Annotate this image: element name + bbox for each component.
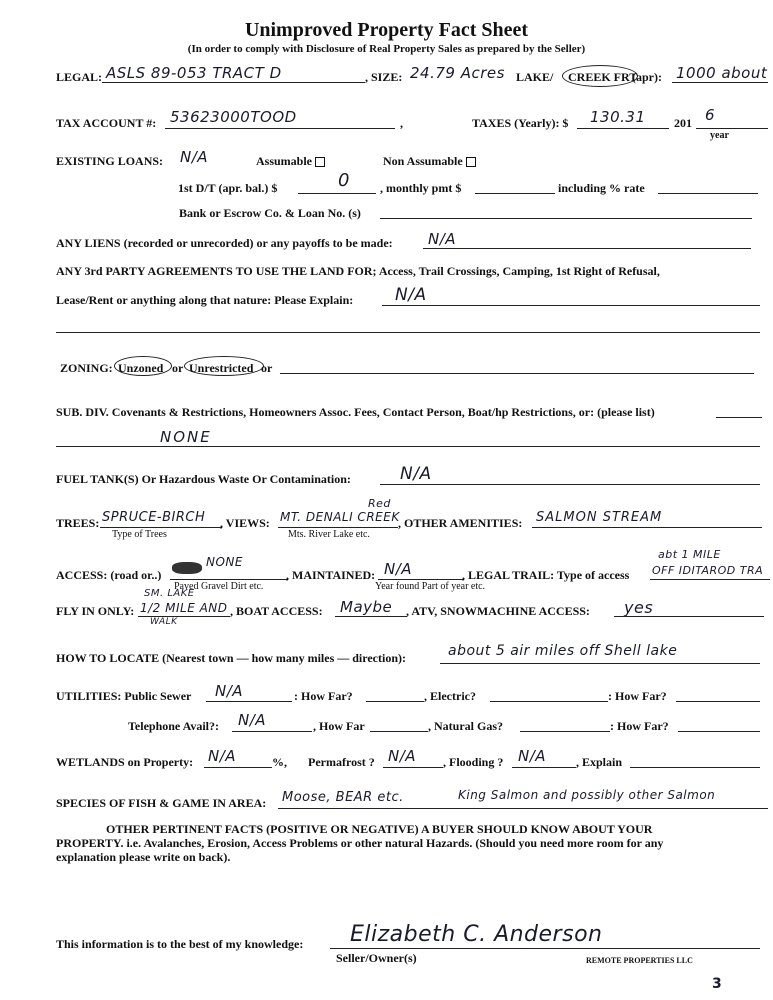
views-line (278, 527, 398, 528)
species-value[interactable]: Moose, BEAR etc. (282, 790, 404, 805)
knowledge-statement: This information is to the best of my knowledge: (56, 937, 304, 951)
loans-value[interactable]: N/A (180, 148, 209, 166)
legal-value[interactable]: ASLS 89-053 TRACT D (106, 64, 282, 82)
page-title: Unimproved Property Fact Sheet (244, 19, 529, 41)
non-assumable-label: Non Assumable (383, 154, 476, 168)
signature-line (330, 948, 760, 949)
frontage-line (672, 82, 768, 83)
liens-label: ANY LIENS (recorded or unrecorded) or any payoffs to be made: (56, 236, 393, 250)
permafrost-label: Permafrost ? (308, 755, 375, 769)
views-label: , VIEWS: (220, 516, 270, 530)
sewer-line (206, 701, 292, 702)
maintained-line (378, 579, 464, 580)
utilities-label: UTILITIES: Public Sewer (56, 689, 192, 703)
phone-howfar-line (370, 731, 428, 732)
agreements-label-2: Lease/Rent or anything along that nature: Please Explain: (56, 293, 354, 307)
gas-label: , Natural Gas? (428, 719, 503, 733)
year-value[interactable]: 6 (705, 106, 716, 124)
access-scribble (172, 562, 202, 574)
wetlands-value[interactable]: N/A (208, 747, 237, 765)
taxes-label: TAXES (Yearly): $ (472, 116, 569, 130)
zoning-label: ZONING: (60, 361, 113, 375)
taxes-line (577, 128, 669, 129)
wetlands-label: WETLANDS on Property: (56, 755, 194, 769)
tax-label: TAX ACCOUNT #: (56, 116, 157, 130)
year-line (696, 128, 768, 129)
trees-line (100, 527, 222, 528)
subdiv-line (56, 446, 760, 447)
flooding-label: , Flooding ? (443, 755, 504, 769)
assumable-label: Assumable (256, 154, 325, 168)
fly-note-bottom: WALK (150, 617, 178, 627)
tax-value[interactable]: 53623000TOOD (170, 108, 297, 126)
monthly-line (475, 193, 555, 194)
fuel-value[interactable]: N/A (400, 464, 432, 484)
tax-comma: , (400, 116, 403, 130)
year-caption: year (710, 130, 729, 141)
wetlands-pct: %, (272, 755, 287, 769)
phone-label: Telephone Avail?: (128, 719, 220, 733)
species-line (278, 808, 768, 809)
gas-line (520, 731, 610, 732)
views-value[interactable]: MT. DENALI CREEK (280, 510, 400, 524)
sewer-howfar-line (366, 701, 424, 702)
dt-line (298, 193, 376, 194)
amenities-label: , OTHER AMENITIES: (398, 516, 523, 530)
locate-line (440, 663, 760, 664)
locate-value[interactable]: about 5 air miles off Shell lake (448, 643, 678, 659)
unzoned-option[interactable]: Unzoned (118, 361, 164, 375)
legal-line (102, 82, 365, 83)
phone-value[interactable]: N/A (238, 711, 267, 729)
boat-value[interactable]: Maybe (340, 598, 393, 616)
access-value[interactable]: NONE (206, 555, 243, 569)
dt-value[interactable]: 0 (338, 170, 350, 191)
fly-value[interactable]: 1/2 MILE AND (140, 601, 228, 615)
boat-label: , BOAT ACCESS: (230, 604, 323, 618)
locate-label: HOW TO LOCATE (Nearest town — how many miles — direction): (56, 651, 407, 665)
electric-howfar: : How Far? (608, 689, 667, 703)
dt-label: 1st D/T (apr. bal.) $ (178, 181, 278, 195)
agreements-label: ANY 3rd PARTY AGREEMENTS TO USE THE LAND FOR; Access, Trail Crossings, Camping, 1st Right of Refusal, (56, 264, 660, 278)
page-number: 3 (712, 976, 723, 992)
trees-value[interactable]: SPRUCE-BIRCH (102, 510, 206, 525)
fly-label: FLY IN ONLY: (56, 604, 135, 618)
company-name: REMOTE PROPERTIES LLC (586, 956, 693, 965)
bank-line (380, 218, 752, 219)
size-label: , SIZE: (365, 70, 403, 84)
subdiv-label: SUB. DIV. Covenants & Restrictions, Homeowners Assoc. Fees, Contact Person, Boat/hp Restrictions, or: (please list) (56, 405, 655, 419)
wetlands-line (204, 767, 272, 768)
permafrost-line (383, 767, 443, 768)
seller-caption: Seller/Owner(s) (336, 951, 417, 965)
non-assumable-checkbox[interactable] (466, 157, 476, 167)
flooding-value[interactable]: N/A (518, 747, 547, 765)
other-line-2: PROPERTY. i.e. Avalanches, Erosion, Access Problems or other natural Hazards. (Should you need more room for any (56, 836, 664, 850)
trail-value[interactable]: OFF IDITAROD TRA (652, 564, 764, 577)
views-note: Red (368, 497, 391, 510)
apr-label: (apr): (632, 70, 662, 84)
liens-line (423, 248, 751, 249)
fly-line (138, 616, 230, 617)
owner-signature[interactable]: Elizabeth C. Anderson (350, 922, 603, 947)
zoning-or-1: or (172, 361, 184, 375)
subdiv-value[interactable]: NONE (160, 428, 212, 446)
species-label: SPECIES OF FISH & GAME IN AREA: (56, 796, 267, 810)
size-value[interactable]: 24.79 Acres (410, 64, 505, 82)
sewer-value[interactable]: N/A (215, 682, 244, 700)
electric-label: , Electric? (424, 689, 476, 703)
maintained-value[interactable]: N/A (384, 560, 413, 578)
gas-howfar: : How Far? (610, 719, 669, 733)
creek-label: CREEK FRT (568, 70, 638, 84)
bank-label: Bank or Escrow Co. & Loan No. (s) (179, 206, 361, 220)
atv-label: , ATV, SNOWMACHINE ACCESS: (406, 604, 590, 618)
legal-label: LEGAL: (56, 70, 103, 84)
subdiv-line-end (716, 417, 762, 418)
agreements-value[interactable]: N/A (395, 285, 427, 305)
frontage-value[interactable]: 1000 about (676, 64, 768, 82)
tax-line (165, 128, 395, 129)
access-label: ACCESS: (road or..) (56, 568, 162, 582)
amenities-value[interactable]: SALMON STREAM (536, 510, 663, 525)
boat-line (335, 616, 407, 617)
monthly-label: , monthly pmt $ (380, 181, 462, 195)
electric-howfar-line (676, 701, 760, 702)
liens-value[interactable]: N/A (428, 230, 457, 248)
trail-label: , LEGAL TRAIL: Type of access (462, 568, 630, 582)
sewer-howfar: : How Far? (294, 689, 353, 703)
rate-line (658, 193, 758, 194)
lake-label: LAKE/ (516, 70, 554, 84)
agreements-line (382, 305, 760, 306)
maintained-caption: Year found Part of year etc. (375, 581, 486, 592)
year-prefix: 201 (674, 116, 692, 130)
access-caption: Paved Gravel Dirt etc. (174, 581, 264, 592)
gas-howfar-line (678, 731, 760, 732)
species-value-2[interactable]: King Salmon and possibly other Salmon (458, 788, 716, 802)
access-line (170, 579, 288, 580)
loans-label: EXISTING LOANS: (56, 154, 164, 168)
permafrost-value[interactable]: N/A (388, 747, 417, 765)
agreements-line-2 (56, 332, 760, 333)
unrestricted-option[interactable]: Unrestricted (189, 361, 254, 375)
fuel-line (380, 484, 760, 485)
amenities-line (532, 527, 762, 528)
atv-value[interactable]: yes (624, 598, 654, 617)
fly-note-top: SM. LAKE (144, 588, 195, 599)
taxes-value[interactable]: 130.31 (590, 108, 646, 126)
electric-line (490, 701, 608, 702)
explain-label: , Explain (576, 755, 623, 769)
trail-line (650, 579, 770, 580)
fuel-label: FUEL TANK(S) Or Hazardous Waste Or Contamination: (56, 472, 351, 486)
phone-line (232, 731, 312, 732)
explain-line (630, 767, 760, 768)
trees-label: TREES: (56, 516, 100, 530)
other-line-1: OTHER PERTINENT FACTS (POSITIVE OR NEGATIVE) A BUYER SHOULD KNOW ABOUT YOUR (106, 822, 653, 836)
page-subtitle: (In order to comply with Disclosure of Real Property Sales as prepared by the Seller) (187, 43, 586, 55)
phone-howfar: , How Far (313, 719, 365, 733)
trees-caption: Type of Trees (112, 529, 167, 540)
views-caption: Mts. River Lake etc. (288, 529, 370, 540)
zoning-or-2: or (261, 361, 273, 375)
including-label: including % rate (558, 181, 645, 195)
maintained-label: , MAINTAINED: (286, 568, 376, 582)
trail-note: abt 1 MILE (658, 548, 721, 561)
zoning-line (280, 373, 754, 374)
other-line-3: explanation please write on back). (56, 850, 231, 864)
flooding-line (512, 767, 576, 768)
assumable-checkbox[interactable] (315, 157, 325, 167)
atv-line (614, 616, 764, 617)
